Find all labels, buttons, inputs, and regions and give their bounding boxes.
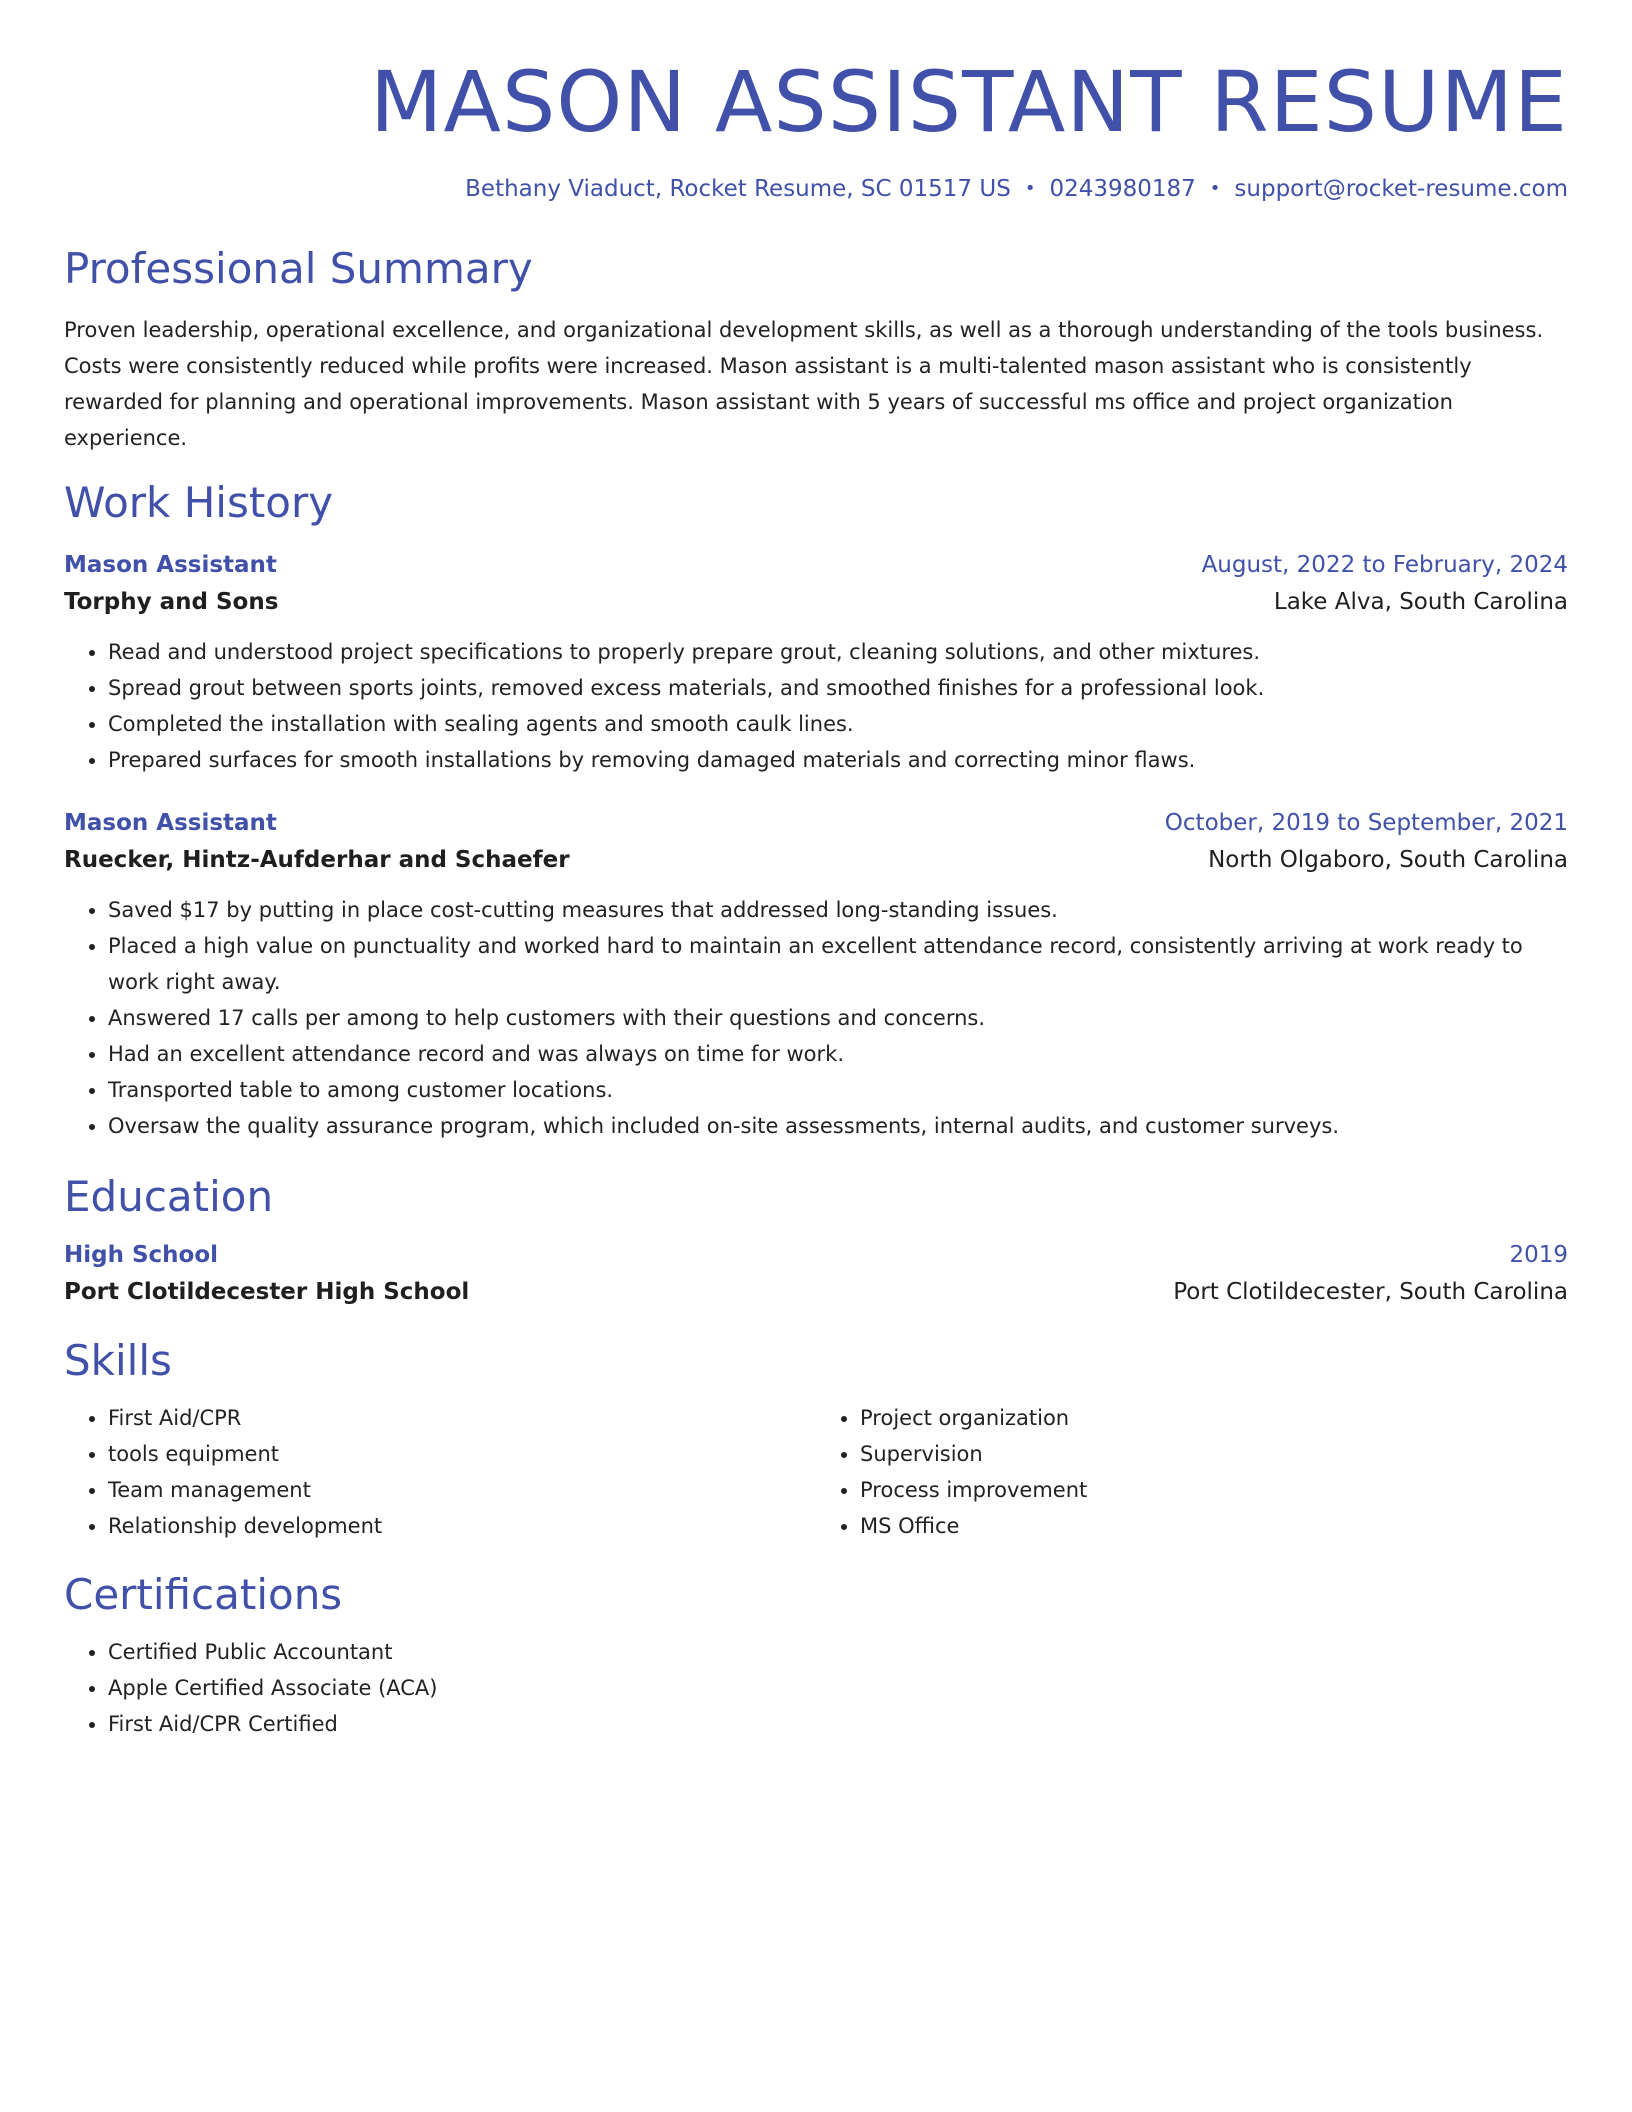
job-role: Mason Assistant — [64, 810, 277, 836]
skills-list — [816, 1400, 1568, 1544]
skill-item: • MS Office — [860, 1508, 1568, 1544]
resume-title: MASON ASSISTANT RESUME — [370, 53, 1568, 151]
job-bullet: • Spread grout between sports joints, removed excess materials, and smoothed finishes for a professional look. — [108, 670, 1568, 706]
job-dates: August, 2022 to February, 2024 — [1201, 552, 1568, 578]
contact-address: Bethany Viaduct, Rocket Resume, SC 01517 US — [465, 176, 1011, 202]
job-entry — [64, 806, 1568, 1144]
education-entry — [64, 1238, 1568, 1310]
job-bullet: • Had an excellent attendance record and was always on time for work. — [108, 1036, 1568, 1072]
contact-line — [64, 176, 1568, 202]
job-bullets — [64, 634, 1568, 778]
job-bullet: • Saved $17 by putting in place cost-cutting measures that addressed long-standing issues. — [108, 892, 1568, 928]
job-role: Mason Assistant — [64, 552, 277, 578]
skills-list — [64, 1400, 816, 1544]
job-bullet: • Transported table to among customer locations. — [108, 1072, 1568, 1108]
education-school: Port Clotildecester High School — [64, 1279, 470, 1305]
job-company: Ruecker, Hintz-Aufderhar and Schaefer — [64, 847, 570, 873]
contact-email: support@rocket-resume.com — [1234, 176, 1568, 202]
skills-heading: Skills — [64, 1336, 172, 1385]
job-company-row — [64, 840, 1568, 878]
job-bullet: • Oversaw the quality assurance program, which included on-site assessments, internal audits, and customer surveys. — [108, 1108, 1568, 1144]
skill-item: • tools equipment — [108, 1436, 816, 1472]
certifications-list — [64, 1634, 1568, 1742]
certification-item: • Certified Public Accountant — [108, 1634, 1568, 1670]
summary-heading: Professional Summary — [64, 244, 533, 293]
job-bullet: • Answered 17 calls per among to help customers with their questions and concerns. — [108, 1000, 1568, 1036]
education-school-row — [64, 1272, 1568, 1310]
contact-phone: 0243980187 — [1049, 176, 1196, 202]
skills-grid — [64, 1400, 1568, 1544]
job-company: Torphy and Sons — [64, 589, 279, 615]
job-bullets — [64, 892, 1568, 1144]
skill-item: • Team management — [108, 1472, 816, 1508]
education-location: Port Clotildecester, South Carolina — [1173, 1279, 1568, 1305]
job-bullet: • Placed a high value on punctuality and worked hard to maintain an excellent attendance record, consistently arriving at work ready to work right away. — [108, 928, 1568, 1000]
skill-item: • First Aid/CPR — [108, 1400, 816, 1436]
job-entry — [64, 548, 1568, 778]
skills-column-left — [64, 1400, 816, 1544]
skill-item: • Process improvement — [860, 1472, 1568, 1508]
job-bullet: • Prepared surfaces for smooth installations by removing damaged materials and correcting minor flaws. — [108, 742, 1568, 778]
contact-separator: • — [1024, 178, 1036, 199]
education-header-row — [64, 1238, 1568, 1272]
certification-item: • First Aid/CPR Certified — [108, 1706, 1568, 1742]
work-history-heading: Work History — [64, 478, 334, 527]
job-location: North Olgaboro, South Carolina — [1208, 847, 1568, 873]
education-year: 2019 — [1509, 1242, 1568, 1268]
contact-separator: • — [1209, 178, 1221, 199]
skill-item: • Supervision — [860, 1436, 1568, 1472]
job-location: Lake Alva, South Carolina — [1273, 589, 1568, 615]
job-bullet: • Completed the installation with sealing agents and smooth caulk lines. — [108, 706, 1568, 742]
skill-item: • Project organization — [860, 1400, 1568, 1436]
job-header-row — [64, 806, 1568, 840]
certifications-heading: Certifications — [64, 1570, 343, 1619]
job-header-row — [64, 548, 1568, 582]
skills-column-right — [816, 1400, 1568, 1544]
education-degree: High School — [64, 1242, 219, 1268]
skill-item: • Relationship development — [108, 1508, 816, 1544]
job-company-row — [64, 582, 1568, 620]
job-dates: October, 2019 to September, 2021 — [1164, 810, 1568, 836]
summary-text: Proven leadership, operational excellence, and organizational development skills, as well as a thorough understanding of the tools business. Costs were consistently reduced while profits were increased. Mason assistant is a multi-talented mason assistant who is consistently rewarded for planning and operational improvements. Mason assistant with 5 years of successful ms office and project organization experience. — [64, 318, 1544, 450]
certification-item: • Apple Certified Associate (ACA) — [108, 1670, 1568, 1706]
job-bullet: • Read and understood project specifications to properly prepare grout, cleaning solutions, and other mixtures. — [108, 634, 1568, 670]
education-heading: Education — [64, 1172, 274, 1221]
